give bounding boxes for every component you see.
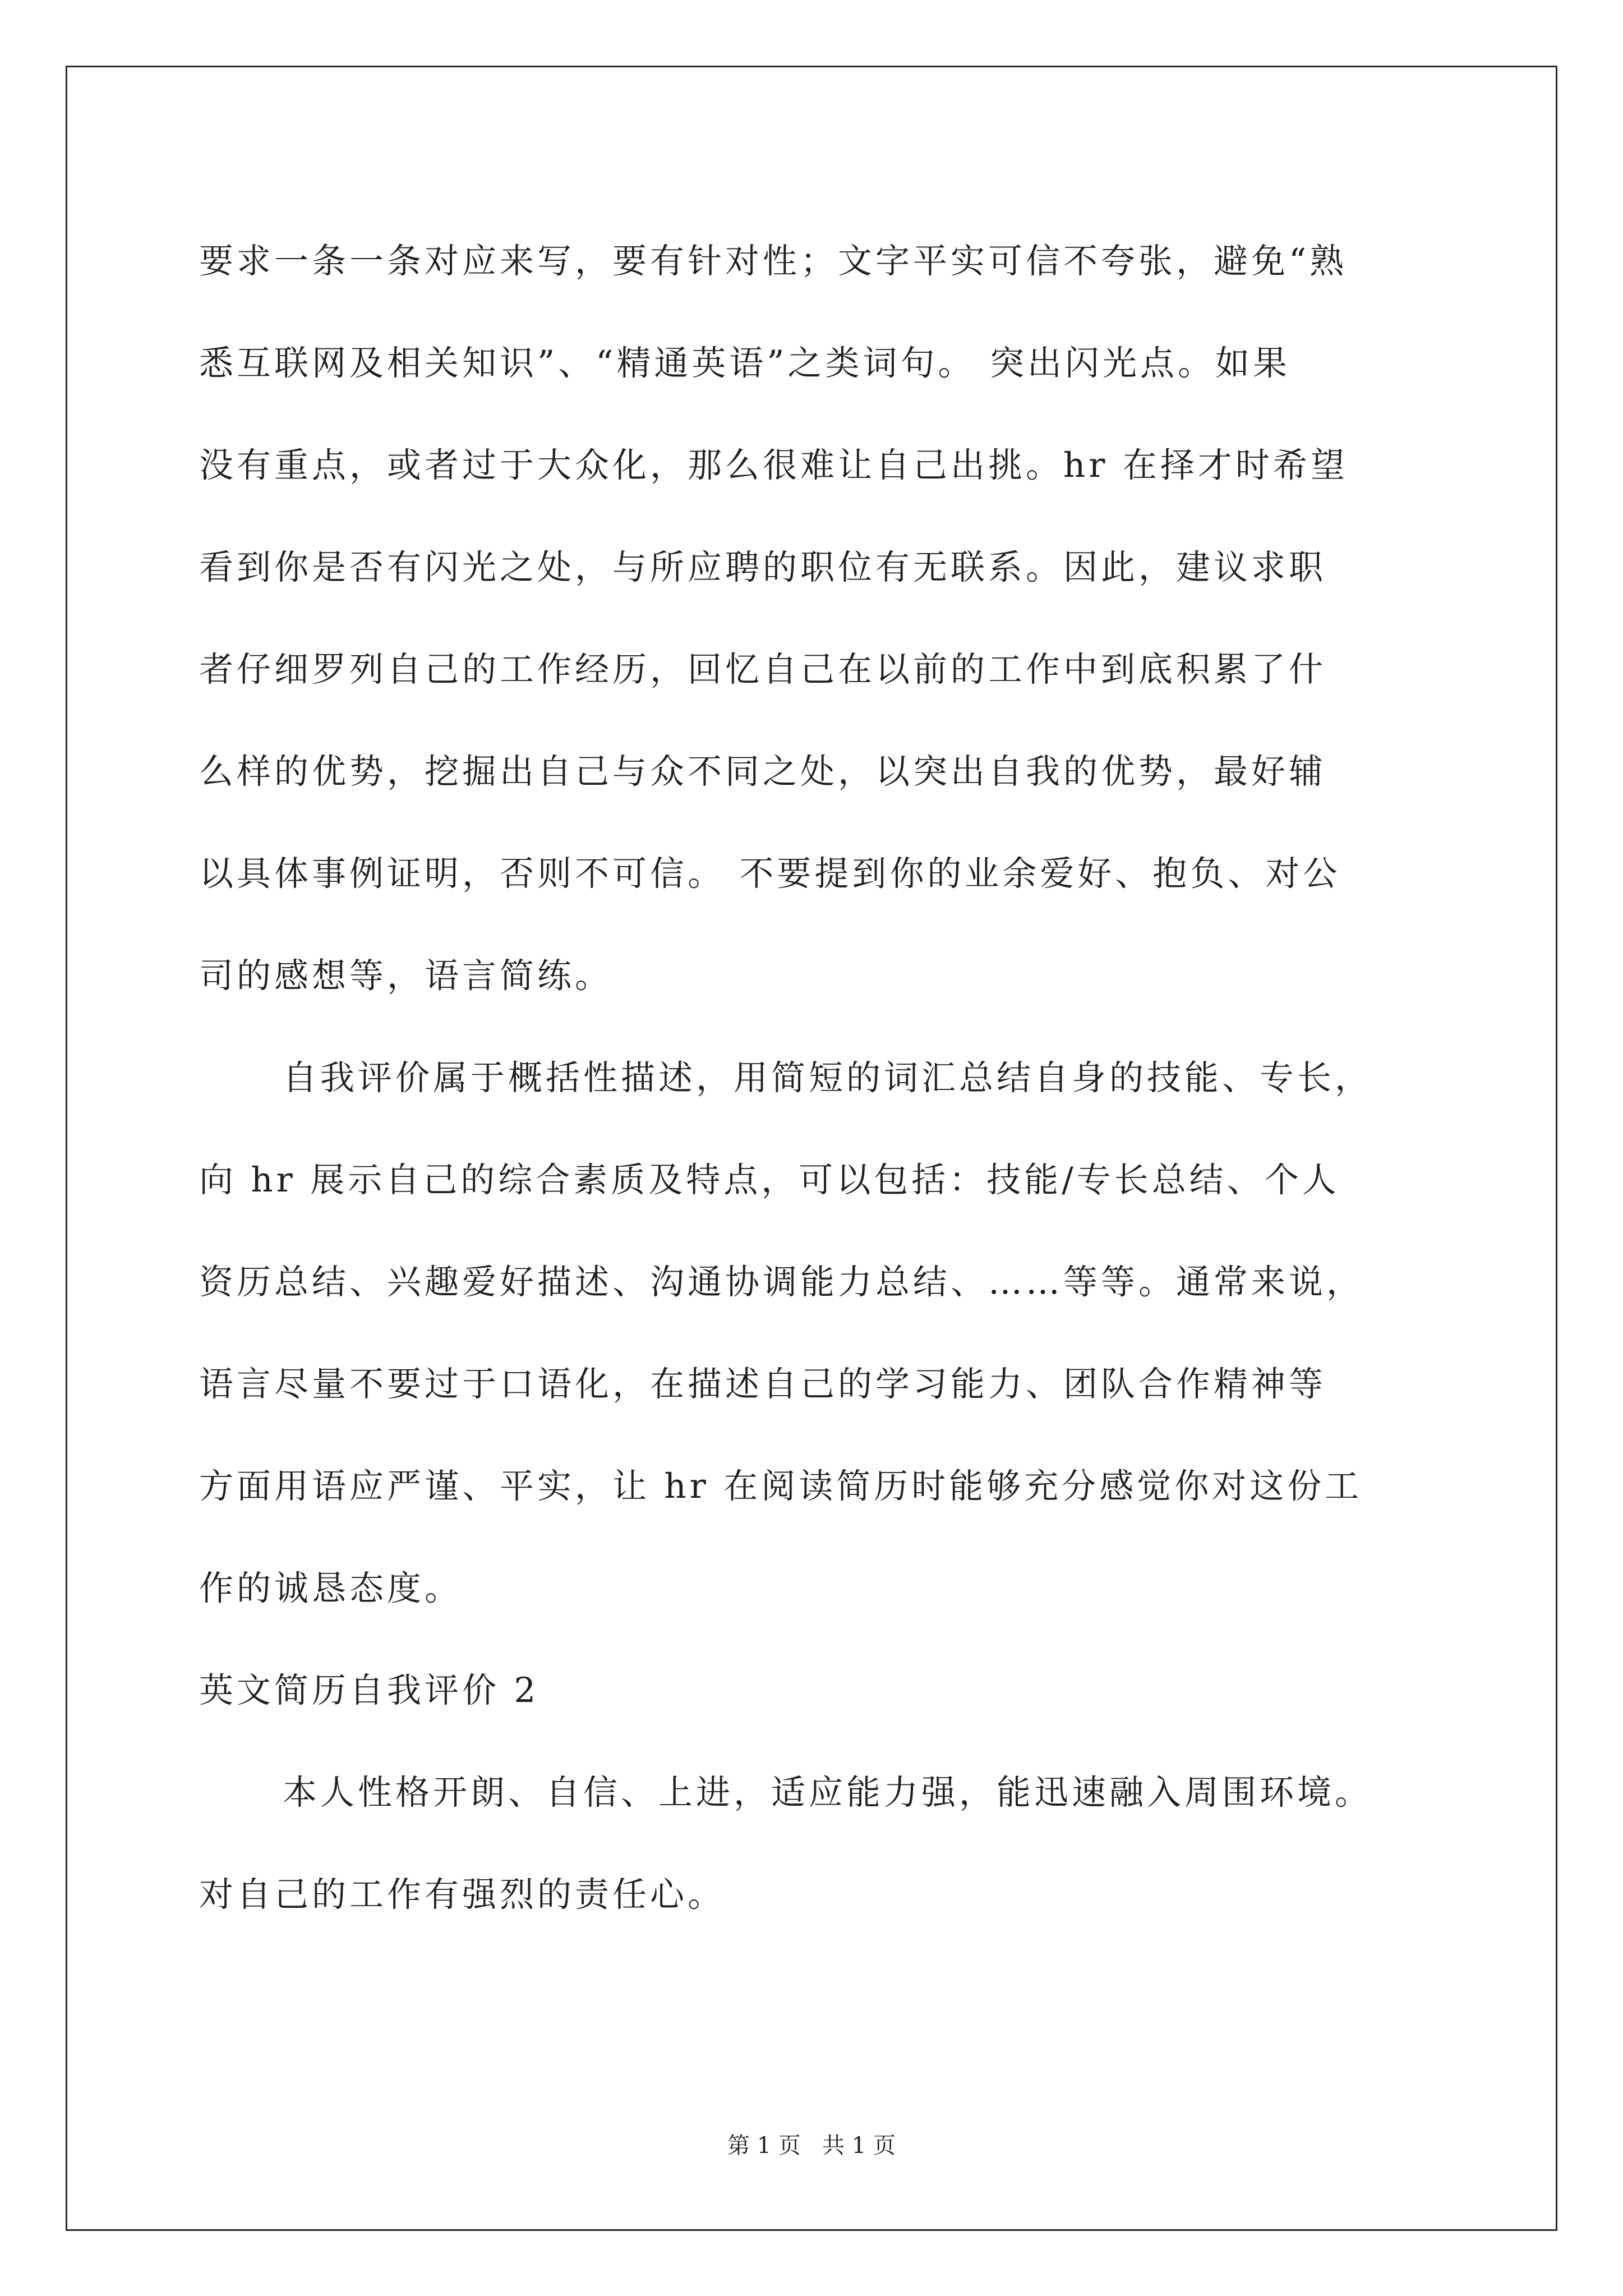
text-line: 向 hr 展示自己的综合素质及特点，可以包括：技能/专长总结、个人 bbox=[199, 1160, 1340, 1200]
section-heading: 英文简历自我评价 2 bbox=[199, 1671, 540, 1710]
text-line: 司的感想等，语言简练。 bbox=[199, 956, 613, 996]
text-line: 语言尽量不要过于口语化，在描述自己的学习能力、团队合作精神等 bbox=[199, 1364, 1327, 1404]
text-line: 以具体事例证明，否则不可信。 不要提到你的业余爱好、抱负、对公 bbox=[199, 854, 1341, 894]
document-body bbox=[199, 210, 1433, 1946]
text-line: 方面用语应严谨、平实，让 hr 在阅读简历时能够充分感觉你对这份工 bbox=[199, 1466, 1363, 1506]
text-line: 本人性格开朗、自信、上进，适应能力强，能迅速融入周围环境。 bbox=[283, 1773, 1373, 1812]
text-line: 要求一条一条对应来写，要有针对性；文字平实可信不夸张，避免“熟 bbox=[199, 241, 1348, 281]
text-line: 么样的优势，挖掘出自己与众不同之处，以突出自我的优势，最好辅 bbox=[199, 752, 1327, 792]
page-footer: 第 1 页 共 1 页 bbox=[727, 2133, 896, 2159]
text-line: 作的诚恳态度。 bbox=[199, 1568, 463, 1608]
text-line: 对自己的工作有强烈的责任心。 bbox=[199, 1875, 726, 1915]
text-line: 看到你是否有闪光之处，与所应聘的职位有无联系。因此，建议求职 bbox=[199, 547, 1327, 587]
text-line: 资历总结、兴趣爱好描述、沟通协调能力总结、……等等。通常来说， bbox=[199, 1262, 1364, 1302]
text-line: 悉互联网及相关知识”、“精通英语”之类词句。 突出闪光点。如果 bbox=[199, 343, 1290, 383]
text-line: 自我评价属于概括性描述，用简短的词汇总结自身的技能、专长， bbox=[283, 1058, 1373, 1098]
text-line: 者仔细罗列自己的工作经历，回忆自己在以前的工作中到底积累了什 bbox=[199, 650, 1327, 689]
text-line: 没有重点，或者过于大众化，那么很难让自己出挑。hr 在择才时希望 bbox=[199, 445, 1348, 485]
